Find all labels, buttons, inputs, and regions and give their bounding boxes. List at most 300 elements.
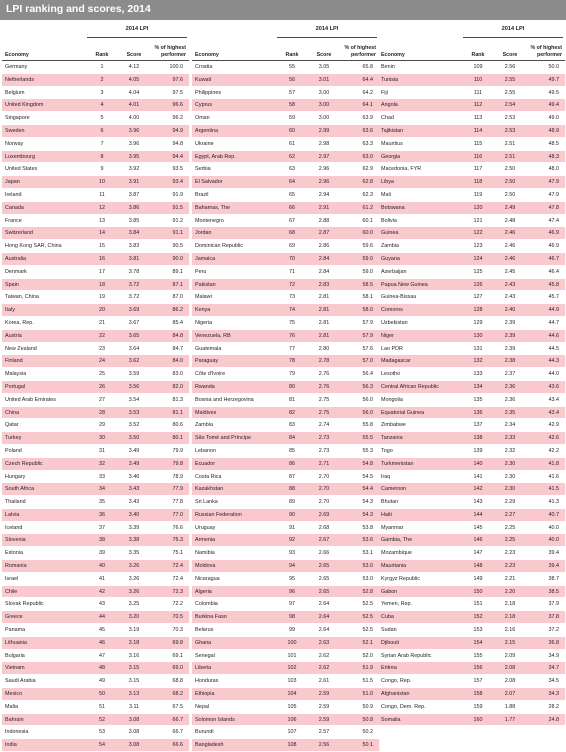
table-row	[192, 368, 379, 381]
pct-cell: 55.5	[362, 435, 373, 442]
economy-cell: Fiji	[381, 89, 388, 96]
score-cell: 3.46	[128, 473, 140, 480]
pct-cell: 39.4	[548, 550, 559, 557]
rank-cell: 99	[289, 627, 295, 634]
economy-cell: Mauritius	[381, 140, 403, 147]
pct-cell: 64.2	[362, 89, 373, 96]
table-row	[2, 573, 189, 586]
table-row	[2, 112, 189, 125]
table-row	[378, 445, 565, 458]
score-cell: 3.56	[128, 383, 140, 390]
pct-cell: 53.0	[362, 575, 373, 582]
pct-cell: 78.9	[172, 473, 183, 480]
pct-cell: 51.0	[362, 691, 373, 698]
pct-cell: 84.8	[172, 332, 183, 339]
economy-cell: Malaysia	[5, 371, 27, 378]
score-cell: 2.37	[504, 371, 516, 378]
score-cell: 2.46	[504, 255, 516, 262]
pct-cell: 57.0	[362, 358, 373, 365]
rank-cell: 160	[473, 716, 483, 723]
pct-cell: 72.3	[172, 588, 183, 595]
table-row	[192, 138, 379, 151]
pct-cell: 52.5	[362, 627, 373, 634]
table-row	[378, 343, 565, 356]
rank-cell: 69	[289, 243, 295, 250]
score-cell: 2.65	[318, 563, 330, 570]
pct-cell: 72.4	[172, 575, 183, 582]
score-cell: 2.50	[504, 179, 516, 186]
rank-cell: 40	[99, 563, 105, 570]
pct-cell: 52.5	[362, 601, 373, 608]
score-cell: 2.50	[504, 166, 516, 173]
pct-cell: 34.5	[548, 678, 559, 685]
pct-cell: 42.9	[548, 422, 559, 429]
rank-cell: 9	[100, 166, 104, 173]
pct-cell: 66.7	[172, 729, 183, 736]
table-row	[2, 419, 189, 432]
economy-cell: Luxembourg	[5, 153, 35, 160]
score-cell: 3.40	[128, 511, 140, 518]
economy-cell: Chad	[381, 115, 394, 122]
pct-cell: 24.8	[548, 716, 559, 723]
pct-cell: 52.0	[362, 652, 373, 659]
score-cell: 2.25	[504, 537, 516, 544]
rank-cell: 28	[99, 409, 105, 416]
pct-cell: 49.0	[548, 115, 559, 122]
economy-cell: Malawi	[195, 294, 212, 301]
score-cell: 2.53	[504, 127, 516, 134]
rank-cell: 1	[100, 64, 104, 70]
rank-cell: 81	[289, 396, 295, 403]
economy-cell: Bulgaria	[5, 652, 25, 659]
pct-cell: 56.3	[362, 383, 373, 390]
rank-cell: 57	[289, 89, 295, 96]
economy-cell: Greece	[5, 614, 23, 621]
rank-cell: 29	[99, 422, 105, 429]
pct-cell: 81.3	[172, 396, 183, 403]
economy-cell: Macedonia, FYR	[381, 166, 422, 173]
score-cell: 2.64	[318, 601, 330, 608]
economy-cell: Serbia	[195, 166, 211, 173]
score-cell: 3.16	[128, 652, 140, 659]
economy-cell: Rwanda	[195, 383, 215, 390]
pct-cell: 97.5	[172, 89, 183, 96]
pct-cell: 58.1	[362, 294, 373, 301]
economy-cell: Bangladesh	[195, 742, 224, 749]
table-row	[192, 739, 379, 752]
economy-cell: Ukraine	[195, 140, 214, 147]
rank-cell: 140	[473, 460, 483, 467]
economy-cell: Ethiopia	[195, 691, 215, 698]
pct-cell: 34.9	[548, 652, 559, 659]
rank-cell: 100	[287, 639, 297, 646]
table-row	[192, 61, 379, 74]
economy-cell: Maldives	[195, 409, 217, 416]
score-cell: 2.69	[318, 511, 330, 518]
table-row	[378, 701, 565, 714]
table-row	[378, 509, 565, 522]
economy-cell: Congo, Dem. Rep.	[381, 703, 426, 710]
economy-cell: Brazil	[195, 191, 209, 198]
rank-cell: 39	[99, 550, 105, 557]
rank-cell: 155	[473, 652, 483, 659]
table-row	[2, 445, 189, 458]
rank-cell: 89	[289, 499, 295, 506]
pct-cell: 34.7	[548, 665, 559, 672]
rank-cell: 111	[473, 89, 483, 96]
pct-cell: 50.2	[362, 729, 373, 736]
score-cell: 2.39	[504, 332, 516, 339]
score-cell: 3.15	[128, 678, 140, 685]
pct-cell: 34.3	[548, 691, 559, 698]
score-cell: 4.00	[128, 115, 140, 122]
score-cell: 2.36	[504, 383, 516, 390]
table-row	[378, 611, 565, 624]
economy-cell: France	[5, 217, 22, 224]
pct-cell: 80.6	[172, 422, 183, 429]
table-row	[378, 189, 565, 202]
economy-cell: Comoros	[381, 307, 403, 314]
score-cell: 3.95	[128, 153, 140, 160]
rank-cell: 134	[473, 383, 483, 390]
score-cell: 2.30	[504, 460, 516, 467]
rank-cell: 26	[99, 383, 105, 390]
pct-cell: 69.0	[172, 665, 183, 672]
pct-cell: 50.8	[362, 716, 373, 723]
pct-cell: 97.6	[172, 76, 183, 83]
table-row	[378, 61, 565, 74]
economy-cell: Uzbekistan	[381, 319, 408, 326]
score-cell: 3.01	[318, 76, 330, 83]
score-cell: 2.27	[504, 511, 516, 518]
score-cell: 2.74	[318, 422, 330, 429]
table-row	[192, 637, 379, 650]
table-row	[378, 534, 565, 547]
score-cell: 3.91	[128, 179, 140, 186]
economy-cell: Vietnam	[5, 665, 25, 672]
economy-cell: Lebanon	[195, 447, 216, 454]
table-row	[2, 87, 189, 100]
table-row	[2, 675, 189, 688]
table-row	[2, 240, 189, 253]
pct-cell: 51.5	[362, 678, 373, 685]
score-cell: 2.39	[504, 319, 516, 326]
rank-cell: 3	[100, 89, 104, 96]
score-cell: 2.67	[318, 537, 330, 544]
table-row	[2, 637, 189, 650]
pct-cell: 47.9	[548, 179, 559, 186]
table-row	[192, 650, 379, 663]
score-cell: 2.71	[318, 460, 330, 467]
economy-cell: Ghana	[195, 639, 212, 646]
table-row	[378, 138, 565, 151]
rank-cell: 75	[289, 319, 295, 326]
pct-cell: 60.1	[362, 217, 373, 224]
economy-cell: Norway	[5, 140, 24, 147]
rank-cell: 58	[289, 102, 295, 109]
rank-cell: 119	[473, 191, 483, 198]
table-row	[2, 624, 189, 637]
pct-cell: 53.6	[362, 537, 373, 544]
economy-cell: Colombia	[195, 601, 218, 608]
score-cell: 2.40	[504, 307, 516, 314]
economy-cell: Angola	[381, 102, 398, 109]
table-row	[2, 509, 189, 522]
economy-cell: United Arab Emirates	[5, 396, 56, 403]
table-row	[192, 125, 379, 138]
table-row	[192, 279, 379, 292]
table-row	[2, 547, 189, 560]
table-row	[192, 471, 379, 484]
economy-cell: Mexico	[5, 691, 23, 698]
table-row	[192, 662, 379, 675]
rank-cell: 125	[473, 268, 483, 275]
score-cell: 2.65	[318, 575, 330, 582]
economy-cell: Guyana	[381, 255, 400, 262]
economy-cell: Tanzania	[381, 435, 403, 442]
economy-cell: Guatemala	[195, 345, 222, 352]
table-row	[2, 355, 189, 368]
rank-cell: 10	[99, 179, 105, 186]
pct-cell: 62.9	[362, 166, 373, 173]
economy-cell: Belarus	[195, 627, 214, 634]
score-cell: 2.51	[504, 153, 516, 160]
table-row	[2, 726, 189, 739]
table-row	[378, 125, 565, 138]
rank-cell: 146	[473, 537, 483, 544]
pct-cell: 62.3	[362, 191, 373, 198]
economy-cell: Tunisia	[381, 76, 399, 83]
pct-cell: 81.1	[172, 409, 183, 416]
rank-cell: 98	[289, 614, 295, 621]
pct-cell: 69.8	[172, 639, 183, 646]
score-cell: 2.07	[504, 691, 516, 698]
rank-cell: 147	[473, 550, 483, 557]
pct-cell: 90.0	[172, 255, 183, 262]
pct-cell: 43.4	[548, 396, 559, 403]
score-cell: 2.70	[318, 486, 330, 493]
economy-cell: Hong Kong SAR, China	[5, 243, 62, 250]
economy-cell: Russian Federation	[195, 511, 242, 518]
rank-cell: 60	[289, 127, 295, 134]
economy-cell: Saudi Arabia	[5, 678, 36, 685]
rank-cell: 79	[289, 371, 295, 378]
rank-cell: 117	[473, 166, 483, 173]
table-row	[2, 688, 189, 701]
rank-cell: 46	[99, 639, 105, 646]
rank-cell: 48	[99, 665, 105, 672]
rank-cell: 87	[289, 473, 295, 480]
economy-cell: Kyrgyz Republic	[381, 575, 420, 582]
score-cell: 2.08	[504, 678, 516, 685]
pct-cell: 37.2	[548, 627, 559, 634]
economy-cell: Botswana	[381, 204, 405, 211]
pct-cell: 36.8	[548, 639, 559, 646]
column-headers	[2, 38, 189, 61]
economy-cell: Ireland	[5, 191, 22, 198]
rank-cell: 145	[473, 524, 483, 531]
table-row	[2, 739, 189, 752]
rank-cell: 80	[289, 383, 295, 390]
pct-cell: 54.3	[362, 511, 373, 518]
pct-cell: 48.9	[548, 127, 559, 134]
score-cell: 2.34	[504, 422, 516, 429]
pct-cell: 93.4	[172, 179, 183, 186]
pct-cell: 67.5	[172, 703, 183, 710]
score-cell: 4.05	[128, 76, 140, 83]
score-cell: 3.78	[128, 268, 140, 275]
score-cell: 3.19	[128, 627, 140, 634]
pct-cell: 80.1	[172, 435, 183, 442]
economy-cell: Chile	[5, 588, 18, 595]
pct-cell: 41.8	[548, 460, 559, 467]
pct-cell: 53.8	[362, 524, 373, 531]
table-row	[192, 407, 379, 420]
score-cell: 2.55	[504, 76, 516, 83]
economy-cell: Bosnia and Herzegovina	[195, 396, 254, 403]
pct-cell: 94.9	[172, 127, 183, 134]
pct-cell: 91.1	[172, 230, 183, 237]
score-cell: 2.97	[318, 153, 330, 160]
score-cell: 2.38	[504, 358, 516, 365]
table-row	[378, 458, 565, 471]
score-cell: 3.50	[128, 435, 140, 442]
economy-cell: Benin	[381, 64, 395, 70]
pct-cell: 86.2	[172, 307, 183, 314]
economy-cell: Slovenia	[5, 537, 26, 544]
header-rank: Rank	[95, 52, 109, 58]
year-label: 2014 LPI	[315, 26, 339, 32]
score-cell: 2.30	[504, 486, 516, 493]
economy-cell: Yemen, Rep.	[381, 601, 412, 608]
score-cell: 2.75	[318, 409, 330, 416]
rank-cell: 131	[473, 345, 483, 352]
score-cell: 3.53	[128, 409, 140, 416]
rank-cell: 133	[473, 371, 483, 378]
table-row	[378, 586, 565, 599]
score-cell: 3.54	[128, 396, 140, 403]
table-row	[378, 227, 565, 240]
rank-cell: 17	[99, 268, 105, 275]
economy-cell: Iceland	[5, 524, 23, 531]
rank-cell: 91	[289, 524, 295, 531]
table-row	[192, 317, 379, 330]
rank-cell: 53	[99, 729, 105, 736]
rank-cell: 76	[289, 332, 295, 339]
pct-cell: 48.0	[548, 166, 559, 173]
economy-cell: El Salvador	[195, 179, 223, 186]
table-row	[192, 227, 379, 240]
score-cell: 2.59	[318, 703, 330, 710]
year-label: 2014 LPI	[125, 26, 149, 32]
rank-cell: 16	[99, 255, 105, 262]
pct-cell: 94.4	[172, 153, 183, 160]
score-cell: 2.48	[504, 217, 516, 224]
table-row	[192, 509, 379, 522]
table-row	[378, 279, 565, 292]
score-cell: 2.98	[318, 140, 330, 147]
table-row	[378, 547, 565, 560]
score-cell: 2.43	[504, 294, 516, 301]
score-cell: 3.05	[318, 64, 330, 70]
economy-cell: Pakistan	[195, 281, 216, 288]
table-row	[378, 176, 565, 189]
rank-cell: 38	[99, 537, 105, 544]
rank-cell: 71	[289, 268, 295, 275]
pct-cell: 87.0	[172, 294, 183, 301]
table-rows	[192, 61, 379, 752]
rank-cell: 92	[289, 537, 295, 544]
score-cell: 2.80	[318, 345, 330, 352]
rank-cell: 156	[473, 665, 483, 672]
score-cell: 2.36	[504, 396, 516, 403]
pct-cell: 46.7	[548, 255, 559, 262]
header-economy: Economy	[381, 52, 405, 58]
economy-cell: Papua New Guinea	[381, 281, 428, 288]
economy-cell: Poland	[5, 447, 22, 454]
score-cell: 2.96	[318, 179, 330, 186]
economy-cell: Mongolia	[381, 396, 403, 403]
table-row	[192, 522, 379, 535]
pct-cell: 44.6	[548, 332, 559, 339]
table-row	[2, 432, 189, 445]
score-cell: 2.23	[504, 550, 516, 557]
economy-cell: Myanmar	[381, 524, 404, 531]
rank-cell: 2	[100, 76, 104, 83]
score-cell: 2.70	[318, 499, 330, 506]
rank-cell: 93	[289, 550, 295, 557]
table-row	[192, 624, 379, 637]
economy-cell: Taiwan, China	[5, 294, 39, 301]
pct-cell: 49.4	[548, 102, 559, 109]
score-cell: 4.04	[128, 89, 140, 96]
table-row	[2, 483, 189, 496]
table-row	[2, 202, 189, 215]
pct-cell: 43.6	[548, 383, 559, 390]
table-row	[192, 343, 379, 356]
pct-cell: 76.3	[172, 537, 183, 544]
economy-cell: United States	[5, 166, 38, 173]
pct-cell: 59.0	[362, 268, 373, 275]
score-cell: 2.49	[504, 204, 516, 211]
economy-cell: Somalia	[381, 716, 401, 723]
economy-cell: São Tomé and Príncipe	[195, 435, 251, 442]
pct-cell: 45.8	[548, 281, 559, 288]
table-row	[192, 215, 379, 228]
rank-cell: 118	[473, 179, 483, 186]
table-row	[378, 432, 565, 445]
rank-cell: 7	[100, 140, 104, 147]
score-cell: 3.62	[128, 358, 140, 365]
score-cell: 2.56	[318, 742, 330, 749]
score-cell: 2.62	[318, 652, 330, 659]
table-row	[2, 522, 189, 535]
table-row	[192, 611, 379, 624]
score-cell: 3.20	[128, 614, 140, 621]
pct-cell: 77.0	[172, 511, 183, 518]
economy-cell: Portugal	[5, 383, 26, 390]
pct-cell: 38.5	[548, 588, 559, 595]
economy-cell: Togo	[381, 447, 393, 454]
score-cell: 2.65	[318, 588, 330, 595]
pct-cell: 65.8	[362, 64, 373, 70]
pct-cell: 68.8	[172, 678, 183, 685]
economy-cell: Syrian Arab Republic	[381, 652, 432, 659]
table-row	[2, 304, 189, 317]
score-cell: 3.26	[128, 575, 140, 582]
rank-cell: 137	[473, 422, 483, 429]
economy-cell: Kenya	[195, 307, 211, 314]
